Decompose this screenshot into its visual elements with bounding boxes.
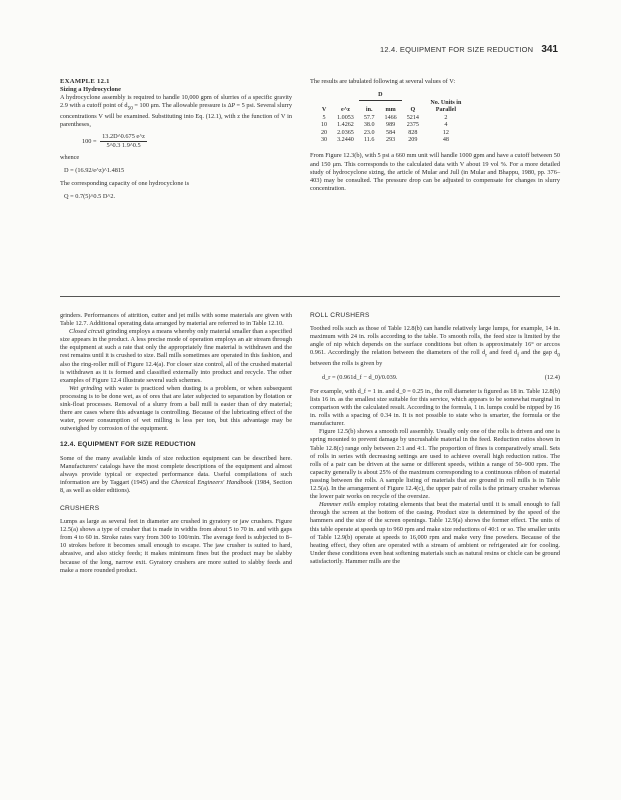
- example-paragraph: A hydrocyclone assembly is required to handle 10,000 gpm of slurries of a specific gravity 2.9 with a cutoff point of $d_{50} = 100$ μm. The allowable pressure is ΔP = 5 psi. Several slurry concentrations V will be examined. Substituting into Eq. (12.1), with z the function of V in parentheses,: [60, 94, 292, 128]
- body-paragraph: Wet grinding with water is practiced when dusting is a problem, or when subsequent processing is to be done wet, as of ores that are later subjected to separation by flotation or sink-float processes. Removal of a slurry from a ball mill is easier than of dry material; there are cases where this advantage is controlling. Because of the lubricating effect of the water, power consumption of wet milling is less per ton, but this advantage may be outweighed by corrosion of the equipment.: [60, 384, 292, 433]
- body-paragraph: Closed circuit grinding employs a means whereby only material smaller than a specified size appears in the product. A less precise mode of operation employs an air stream through the equipment at such a rate that only the appropriately fine material is withdrawn and the rest remains until it is crushed to size. Ball mills sometimes are operated in this fashion, and also the ring-roller mill of Figure 12.4(a). For closer size control, all of the crushed material is withdrawn as it is formed and classified externally into product and recycle. The other examples of Figure 12.4 illustrate several such schemes.: [60, 328, 292, 384]
- whence-text: whence: [60, 154, 80, 161]
- col-header: V: [321, 107, 327, 114]
- capacity-text: The corresponding capacity of one hydrocyclone is: [60, 180, 190, 188]
- table-header-row: [316, 100, 468, 115]
- results-intro: The results are tabulated following at several values of V:: [310, 78, 456, 85]
- header-section-title: 12.4. EQUIPMENT FOR SIZE REDUCTION: [379, 45, 534, 54]
- body-paragraph: grinders. Performances of attrition, cutter and jet mills with some materials are given with Table 12.7. Additional operating data arranged by material are referred to in Table 12.10.: [60, 312, 292, 328]
- col-header: Q: [410, 107, 416, 114]
- section-heading: 12.4. EQUIPMENT FOR SIZE REDUCTION: [60, 441, 196, 449]
- col-header: in.: [365, 107, 373, 114]
- equation-1-denominator: 5^0.3 1.9^0.5: [106, 141, 141, 149]
- col-header: mm: [385, 107, 396, 114]
- running-header: [362, 44, 558, 56]
- subsection-heading-crushers: CRUSHERS: [60, 504, 100, 512]
- body-paragraph: Lumps as large as several feet in diameter are crushed in gyratory or jaw crushers. Figure 12.5(a) shows a type of crusher that is made in widths from about 5 to 70 in. and with gaps from 4 to 60 in. Stroke rates vary from 300 to 100/min. The average feed is subjected to 8–10 strokes before it becomes small enough to escape. The jaw crusher is suited to hard, abrasive, and also sticky feeds; it makes minimum fines but the product may be slabby because of the long, narrow exit. Gyratory crushers are more suited to slabby feeds and make a more rounded product.: [60, 518, 292, 574]
- body-paragraph: Some of the many available kinds of size reduction equipment can be described here. Manufacturers' catalogs have the most complete descriptions of the equipment and almost always provide typical or expected performance data. Useful compilations of such information are by Taggart (1945) and the Chemical Engineers' Handbook (1984, Section 8, as well as older editions).: [60, 454, 292, 494]
- body-paragraph: Figure 12.5(b) shows a smooth roll assembly. Usually only one of the rolls is driven and one is spring mounted to prevent damage by uncrushable material in the feed. Reduction ratios shown in Table 12.8(c) range only between 2:1 and 4:1. The proportion of fines is comparatively small. Sets of rolls in series with decreasing settings are used to achieve overall high reduction ratios. The rolls of a pair can be driven at the same or different speeds, within a range of 50–900 rpm. The capacity generally is about 25% of the maximum corresponding to a continuous ribbon of material passing between the rolls. A sample listing of materials that are ground in roll mills is in Table 12.5(a). In the arrangement of Figure 12.4(c), the upper pair of rolls is the primary crusher whereas the lower pair works on recycle of the oversize.: [310, 428, 560, 501]
- section-divider: [60, 296, 560, 297]
- page-number: 341: [541, 44, 558, 55]
- body-paragraph: For example, with d_f = 1 in. and d_0 = 0.25 in., the roll diameter is figured as 18 in. Table 12.8(b) lists 16 in. as the smallest size suitable for this service, which appears to be somewhat marginal in comparison with the calculated result. According to the formula, 1 in. lumps could be nipped by 16 in. rolls with a spacing of 0.34 in. It is not possible to state who is smarter, the formula or the manufacturer.: [310, 387, 560, 428]
- subsection-heading-roll-crushers: ROLL CRUSHERS: [310, 312, 370, 319]
- results-paragraph: From Figure 12.3(b), with 5 psi a 660 mm unit will handle 1000 gpm and have a cutoff between 50 and 150 μm. This corresponds to the calculated data with V about 19 vol %. For a more detailed study of hydrocyclone sizing, the article of Mular and Jull (in Mular and Bhappu, 1980, pp. 376–403) may be consulted. The pressure drop can be adjusted to compensate for changes in slurry concentration.: [310, 152, 560, 192]
- equation-number: (12.4): [544, 373, 560, 381]
- table-row: 20 2.0365 23.0 584 828 12: [321, 129, 449, 136]
- example-title: EXAMPLE 12.1: [60, 78, 110, 85]
- right-column: [310, 312, 560, 566]
- col-header: e^z: [341, 107, 350, 114]
- col-header: No. Units in Parallel: [430, 100, 462, 114]
- table-row: 30 3.2440 11.6 293 209 48: [321, 137, 449, 144]
- body-paragraph: Toothed rolls such as those of Table 12.8(b) can handle relatively large lumps, for example, 14 in. maximum with 24 in. rolls according to the table. To smooth rolls, the feed size is limited by the angle of nip which depends on the surface conditions but often is approximately 16° or arccos 0.961. Accordingly the relation between the diameters of the roll $d_r$ and feed $d_f$ and the gap $d_0$ between the rolls is given by: [310, 325, 560, 367]
- results-table: [316, 92, 468, 144]
- equation-12-4: [322, 374, 560, 382]
- example-subtitle: Sizing a Hydrocyclone: [60, 86, 121, 94]
- results-block: [310, 78, 560, 193]
- equation-1: 100 = $\frac{13.2D\^{}0.675 e\^{}z}{5\^{}0.3 1.9\^{}0.5}$: [82, 132, 145, 149]
- equation-2: D = (16.92/e^z)^1.4815: [64, 167, 125, 175]
- table-d-header: D: [359, 92, 402, 100]
- table-row: 5 1.0053 57.7 1466 5214 2: [322, 114, 448, 121]
- example-block: [60, 78, 292, 206]
- equation-1-numerator: 13.2D^0.675 e^z: [100, 133, 147, 142]
- equation-text: d_r = (0.961d_f − d_0)/0.039.: [322, 373, 398, 381]
- left-column: [60, 312, 292, 575]
- body-paragraph: Hammer mills employ rotating elements that beat the material until it is small enough to fall through the screen at the bottom of the casing. Product size is determined by the speed of the hammers and the size of the screen openings. Table 12.9(a) shows the former effect. The units of this table operate at speeds up to 960 rpm and make size reductions of 40:1 or so. The smaller units of Table 12.9(b) operate at speeds to 16,000 rpm and make very fine powders. Because of the heating effect, they often are operated with a stream of ambient or refrigerated air for cooling. Under these conditions even heat softening materials such as natural resins or chicle can be ground satisfactorily. Hammer mills are the: [310, 501, 561, 565]
- equation-3: Q = 0.7(5)^0.5 D^2.: [64, 193, 116, 201]
- table-row: 10 1.4262 38.0 989 2375 4: [321, 122, 448, 129]
